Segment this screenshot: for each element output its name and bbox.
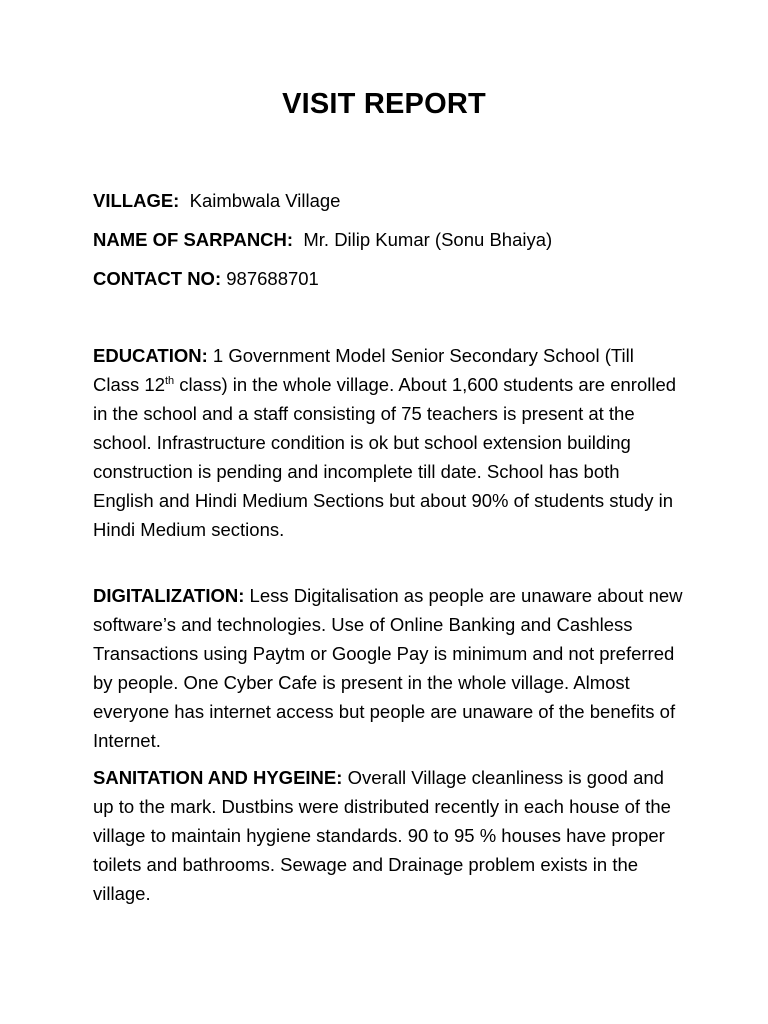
sanitation-section — [93, 763, 683, 908]
village-value: Kaimbwala Village — [189, 190, 341, 211]
contact-row — [93, 264, 319, 293]
sanitation-paragraph — [93, 763, 683, 908]
village-row — [93, 186, 340, 215]
contact-label: CONTACT NO: — [93, 268, 222, 289]
education-section — [93, 341, 683, 544]
education-paragraph — [93, 341, 683, 544]
education-text-a: 1 Government Model Senior Secondary School (Till Class 12 — [93, 345, 634, 395]
digitalization-text: Less Digitalisation as people are unaware about new software’s and technologies. Use of Online Banking and Cashless Transactions using Paytm or Google Pay is minimum and not preferred by people. One Cyber Cafe is present in the whole village. Almost everyone has internet access but people are unaware of the benefits of Internet. — [93, 585, 683, 751]
education-label: EDUCATION: — [93, 345, 208, 366]
sanitation-text: Overall Village cleanliness is good and up to the mark. Dustbins were distributed recently in each house of the village to maintain hygiene standards. 90 to 95 % houses have proper toilets and bathrooms. Sewage and Drainage problem exists in the village. — [93, 767, 671, 904]
sarpanch-row — [93, 225, 552, 254]
sanitation-label: SANITATION AND HYGEINE: — [93, 767, 343, 788]
sarpanch-label: NAME OF SARPANCH: — [93, 229, 294, 250]
digitalization-label: DIGITALIZATION: — [93, 585, 245, 606]
page-title: VISIT REPORT — [282, 88, 486, 120]
village-label: VILLAGE: — [93, 190, 180, 211]
contact-value: 987688701 — [226, 268, 319, 289]
digitalization-paragraph — [93, 581, 683, 755]
education-superscript: th — [164, 374, 175, 387]
sarpanch-value: Mr. Dilip Kumar (Sonu Bhaiya) — [303, 229, 553, 250]
education-text-b: class) in the whole village. About 1,600 students are enrolled in the school and a staff consisting of 75 teachers is present at the school. Infrastructure condition is ok but school extension building construction is pending and incomplete till date. School has both English and Hindi Medium Sections but about 90% of students study in Hindi Medium sections. — [93, 374, 677, 540]
digitalization-section — [93, 581, 683, 755]
